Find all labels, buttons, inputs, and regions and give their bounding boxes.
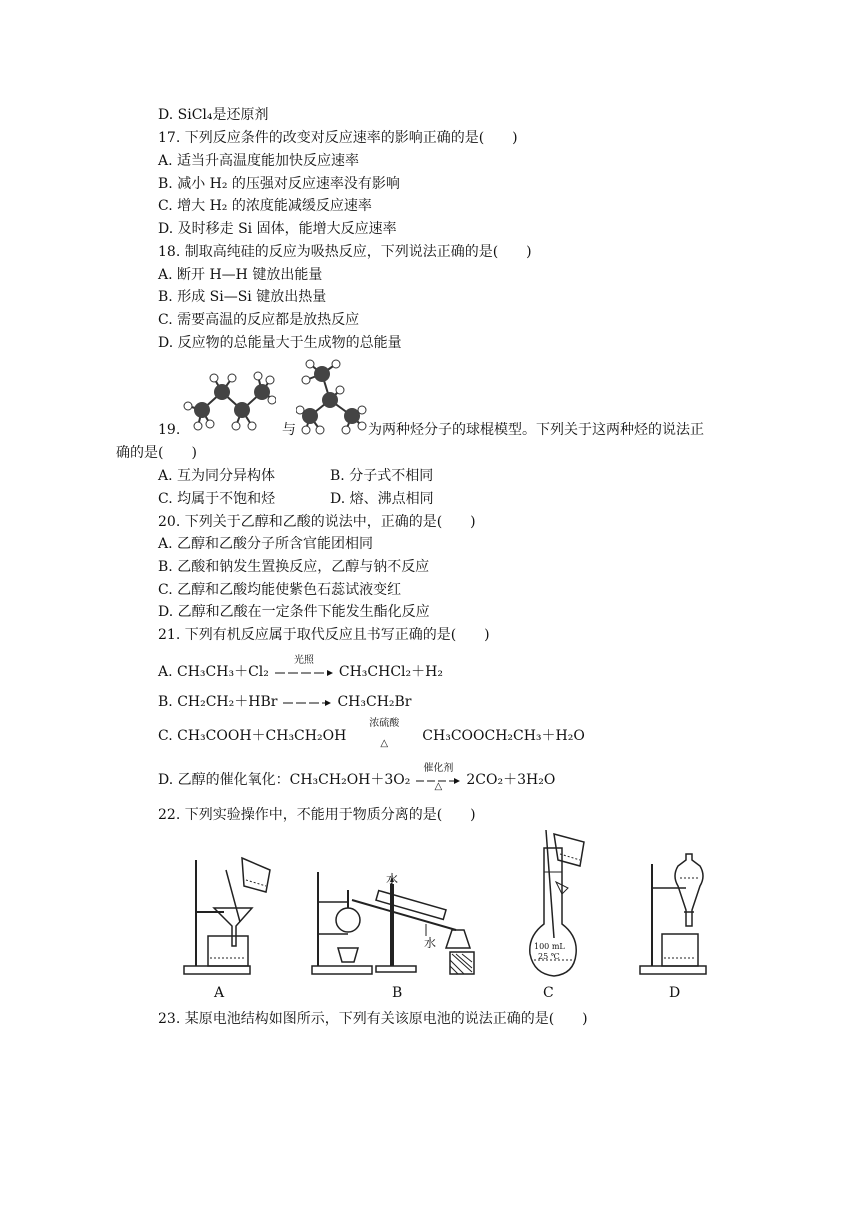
q21-b-reactants: B. CH₂CH₂＋HBr [158,694,278,710]
q20-option-a: A. 乙醇和乙酸分子所含官能团相同 [158,536,374,552]
q20-option-c: C. 乙醇和乙酸均能使紫色石蕊试液变红 [158,582,402,598]
q20-option-b: B. 乙酸和钠发生置换反应，乙醇与钠不反应 [158,559,430,575]
q19-stem-tail: 为两种烃分子的球棍模型。下列关于这两种烃的说法正 [368,422,704,438]
q19-option-c: C. 均属于不饱和烃 [158,491,276,507]
q16-option-d: D. SiCl₄是还原剂 [158,107,269,123]
q21-option-a [158,655,443,681]
water-inlet-label: 水 [424,936,437,950]
q17-option-b: B. 减小 H₂ 的压强对反应速率没有影响 [158,176,400,192]
isobutane-ball-stick-model [296,356,368,436]
q21-stem: 21. 下列有机反应属于取代反应且书写正确的是( ) [158,627,490,643]
q19-option-b: B. 分子式不相同 [330,468,434,484]
reaction-arrow-icon [283,695,331,709]
reaction-arrow-icon [275,655,333,679]
q21-c-condition-top: 浓硫酸 [369,718,400,729]
butane-ball-stick-model [180,370,276,436]
apparatus-d-separatory-funnel [634,850,714,980]
q21-d-products: 2CO₂＋3H₂O [466,772,556,788]
water-outlet-label: 水 [386,872,399,886]
q18-option-b: B. 形成 Si—Si 键放出热量 [158,289,327,305]
q21-option-d [158,763,556,792]
q23-stem: 23. 某原电池结构如图所示，下列有关该原电池的说法正确的是( ) [158,1011,588,1027]
q20-stem: 20. 下列关于乙醇和乙酸的说法中，正确的是( ) [158,514,476,530]
q19-and: 与 [282,422,296,438]
q19-stem-cont: 确的是( ) [116,445,197,461]
q21-option-c [158,718,585,749]
q18-stem: 18. 制取高纯硅的反应为吸热反应，下列说法正确的是( ) [158,244,532,260]
flask-capacity-label: 100 mL [534,942,565,951]
q17-stem: 17. 下列反应条件的改变对反应速率的影响正确的是( ) [158,130,518,146]
q21-d-reactants: D. 乙醇的催化氧化：CH₃CH₂OH＋3O₂ [158,772,411,788]
flask-temperature-label: 25 ℃ [538,952,560,961]
q21-c-products: CH₃COOCH₂CH₃＋H₂O [422,728,585,744]
q21-c-condition-bottom: △ [380,738,389,749]
q17-option-c: C. 增大 H₂ 的浓度能减缓反应速率 [158,198,372,214]
apparatus-c-label: C [543,985,554,1001]
q18-option-c: C. 需要高温的反应都是放热反应 [158,312,360,328]
q21-c-reactants: C. CH₃COOH＋CH₃CH₂OH [158,728,347,744]
reaction-arrow-icon [416,763,460,792]
q18-option-a: A. 断开 H—H 键放出能量 [158,267,323,283]
q20-option-d: D. 乙醇和乙酸在一定条件下能发生酯化反应 [158,604,430,620]
q17-option-d: D. 及时移走 Si 固体，能增大反应速率 [158,221,397,237]
q21-option-b [158,693,412,711]
apparatus-a-filtration [180,850,280,980]
apparatus-b-label: B [392,985,403,1001]
q21-d-condition-top: 催化剂 [423,763,454,774]
q19-number: 19. [158,422,181,438]
q21-d-condition-bottom: △ [434,781,443,792]
q21-b-products: CH₃CH₂Br [337,694,412,710]
q21-a-reactants: A. CH₃CH₃＋Cl₂ [158,664,269,680]
reaction-condition-icon [360,718,408,749]
q19-option-a: A. 互为同分异构体 [158,468,276,484]
q22-stem: 22. 下列实验操作中，不能用于物质分离的是( ) [158,807,476,823]
q21-a-products: CH₃CHCl₂＋H₂ [338,664,443,680]
apparatus-a-label: A [214,985,225,1001]
q19-option-d: D. 熔、沸点相同 [330,491,434,507]
q21-a-condition: 光照 [293,655,314,666]
q18-option-d: D. 反应物的总能量大于生成物的总能量 [158,335,402,351]
q17-option-a: A. 适当升高温度能加快反应速率 [158,153,360,169]
apparatus-d-label: D [669,985,681,1001]
